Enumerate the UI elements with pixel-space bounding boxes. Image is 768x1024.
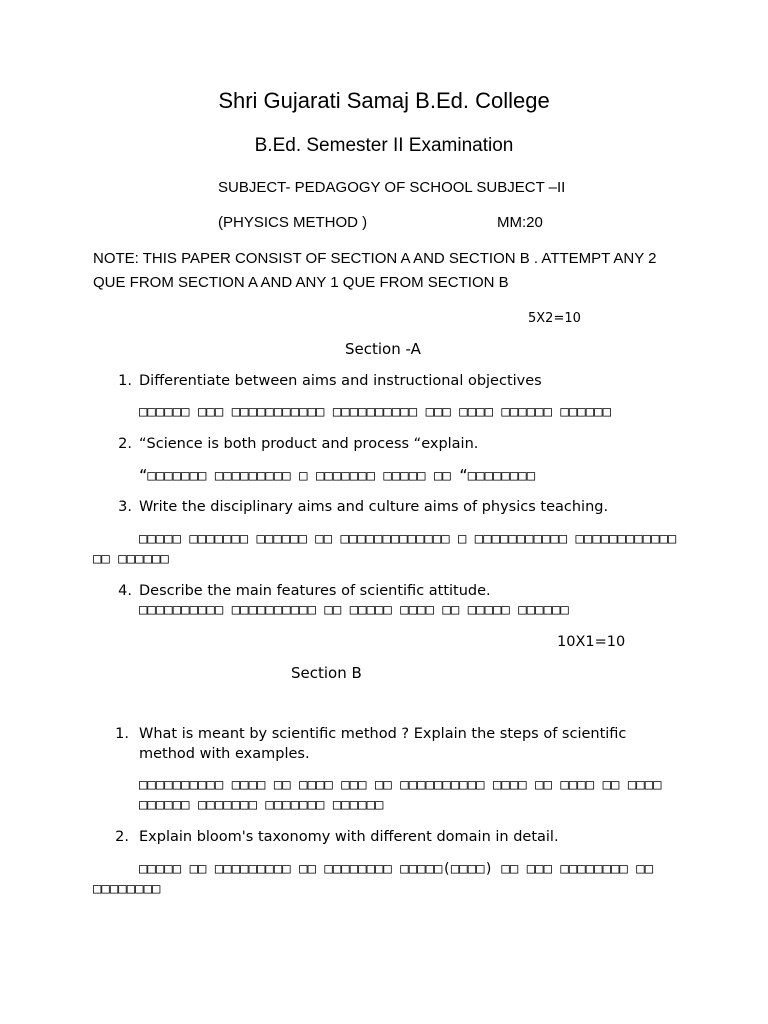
college-name: Shri Gujarati Samaj B.Ed. College xyxy=(218,88,550,113)
subject-line: SUBJECT- PEDAGOGY OF SCHOOL SUBJECT –II xyxy=(218,179,566,196)
section-a-q2-number: 2. xyxy=(118,436,132,452)
section-a-q2-translation: “□□□□□□□ □□□□□□□□□ □ □□□□□□□ □□□□□ □□ “□□□□□□□□ xyxy=(139,468,536,484)
note-line-2: QUE FROM SECTION A AND ANY 1 QUE FROM SECTION B xyxy=(93,274,509,291)
section-a-q3-text: Write the disciplinary aims and culture aims of physics teaching. xyxy=(139,499,609,515)
section-b-q1-translation-line-2: □□□□□□ □□□□□□□ □□□□□□□ □□□□□□ xyxy=(139,797,384,813)
section-a-q1-text: Differentiate between aims and instructional objectives xyxy=(139,373,542,389)
section-b-q1-text-line-2: method with examples. xyxy=(139,746,310,762)
section-a-q2-text: “Science is both product and process “explain. xyxy=(139,436,479,452)
method-label: (PHYSICS METHOD ) xyxy=(218,214,368,231)
section-b-q2-text: Explain bloom's taxonomy with different domain in detail. xyxy=(139,829,559,845)
max-marks: MM:20 xyxy=(497,214,543,231)
section-a-q4-translation: □□□□□□□□□□ □□□□□□□□□□ □□ □□□□□ □□□□ □□ □□□□□ □□□□□□ xyxy=(139,602,569,618)
section-b-q2-translation-line-1: □□□□□ □□ □□□□□□□□□ □□ □□□□□□□□ □□□□□(□□□□) □□ □□□ □□□□□□□□ □□ xyxy=(139,861,654,877)
section-b-q1-translation-line-1: □□□□□□□□□□ □□□□ □□ □□□□ □□□ □□ □□□□□□□□□□ □□□□ □□ □□□□ □□ □□□□ xyxy=(139,777,662,793)
section-b-q1-number: 1. xyxy=(115,726,129,742)
section-b-title: Section B xyxy=(291,664,362,682)
section-b-marks: 10X1=10 xyxy=(557,634,626,650)
section-b-q2-translation-line-2: □□□□□□□□ xyxy=(93,881,161,897)
note-line-1: NOTE: THIS PAPER CONSIST OF SECTION A AND SECTION B . ATTEMPT ANY 2 xyxy=(93,250,657,267)
section-a-q4-text: Describe the main features of scientific attitude. xyxy=(139,583,491,599)
section-b-q2-number: 2. xyxy=(115,829,129,845)
section-a-q1-translation: □□□□□□ □□□ □□□□□□□□□□□ □□□□□□□□□□ □□□ □□□□ □□□□□□ □□□□□□ xyxy=(139,404,612,420)
section-b-q1-text-line-1: What is meant by scientific method ? Explain the steps of scientific xyxy=(139,726,627,742)
exam-title: B.Ed. Semester II Examination xyxy=(254,135,514,156)
section-a-marks: 5X2=10 xyxy=(528,311,581,326)
section-a-q1-number: 1. xyxy=(118,373,132,389)
section-a-q4-number: 4. xyxy=(118,583,132,599)
section-a-title: Section -A xyxy=(345,340,421,358)
section-a-q3-translation-line-1: □□□□□ □□□□□□□ □□□□□□ □□ □□□□□□□□□□□□□ □ □□□□□□□□□□□ □□□□□□□□□□□□ xyxy=(139,531,677,547)
section-a-q3-translation-line-2: □□ □□□□□□ xyxy=(93,551,169,567)
section-a-q3-number: 3. xyxy=(118,499,132,515)
